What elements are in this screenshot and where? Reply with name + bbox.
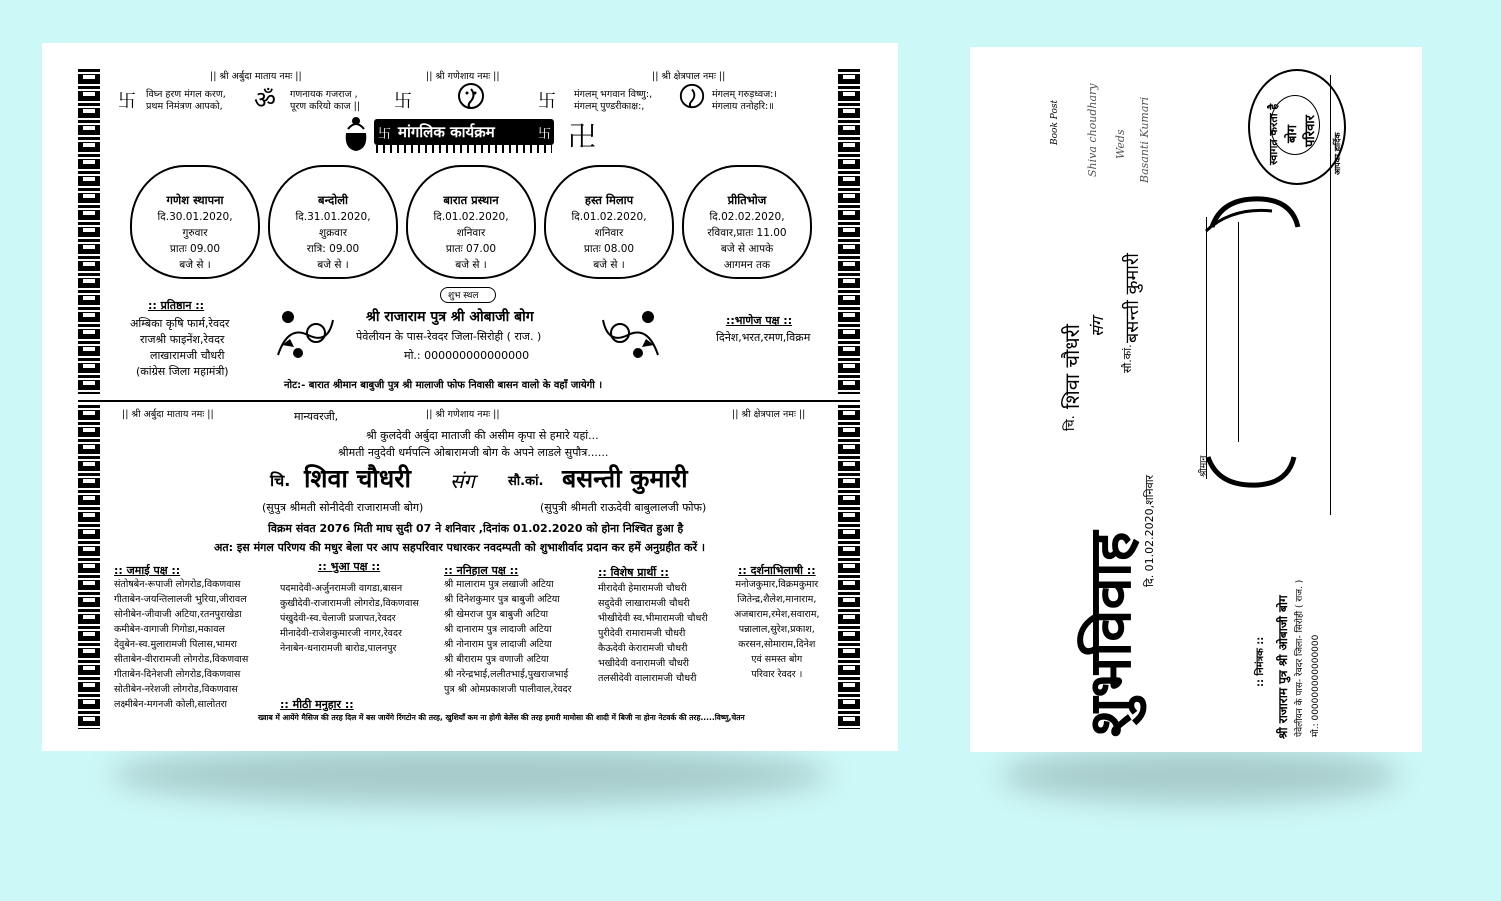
eng-bride: Basanti Kumari	[1138, 96, 1151, 183]
mithi-head: :: मीठी मनुहार ::	[280, 698, 354, 711]
banner-fringe	[376, 145, 552, 153]
envelope	[970, 47, 1422, 752]
jamai-item: सोतीबेन-नरेशजी लोगरोड,विकणवास	[114, 684, 238, 695]
pratishthan-line-4: (कांग्रेस जिला महामंत्री)	[136, 365, 229, 378]
nanihal-item: श्री नोनाराम पुत्र लादाजी अटिया	[444, 639, 552, 650]
nanihal-item: श्री मालाराम पुत्र लखाजी अटिया	[444, 579, 554, 590]
darshan-item: एवं समस्त बोग	[751, 654, 803, 665]
env-groom: शिवा चौधरी	[1060, 324, 1084, 409]
darshan-item: पन्नालाल,सुरेश,प्रकाश,	[738, 624, 815, 635]
bride-prefix: सौ.कां.	[508, 474, 544, 489]
venue-name: श्री राजाराम पुत्र श्री ओबाजी बोग	[366, 309, 534, 325]
event-card	[682, 165, 812, 279]
shriman-label: श्रीमान	[1199, 455, 1209, 477]
note: नोट:- बारात श्रीमान बाबुजी पुत्र श्री मालाजी फोफ निवासी बासन वालो के वहाँ जायेगी ।	[284, 380, 603, 391]
invocation-arbuda-2: || श्री अर्बुदा माताय नमः ||	[122, 409, 214, 420]
nanihal-item: पुत्र श्री ओमप्रकाशजी पालीवाल,रेवदर	[444, 684, 572, 695]
event-line: रात्रि: 09.00	[306, 243, 360, 255]
nanihal-head: :: ननिहाल पक्ष ::	[444, 564, 519, 577]
swastik-icon: 卐	[118, 91, 136, 112]
banner-title: मांगलिक कार्यक्रम	[398, 123, 495, 141]
bhua-item: पदमादेवी-अर्जुनरामजी वागडा,बासन	[280, 583, 403, 594]
nanihal-list	[444, 577, 571, 697]
event-title: हस्त मिलाप	[584, 193, 634, 207]
sender-head: :: निमंत्रक ::	[1255, 636, 1266, 687]
env-bride: बसन्ती कुमारी	[1122, 253, 1143, 343]
floral-ornament-left-icon	[268, 305, 338, 363]
nanihal-item: श्री दिनेशकुमार पुत्र बाबुजी अटिया	[444, 594, 560, 605]
event-line: रविवार,प्रातः 11.00	[707, 227, 787, 239]
swastik-ornament-icon: 卍	[568, 120, 597, 153]
bhua-item: पंखुदेवी-स्व.चेलाजी प्रजापत,रेवदर	[280, 613, 396, 624]
invitation-card	[42, 43, 898, 751]
verse-right-b-1: मंगलम् गरुड़ध्वज:।	[712, 89, 777, 100]
darshan-list	[734, 577, 820, 682]
sender-phone: मो.: 000000000000000	[1311, 634, 1321, 737]
invocation-arbuda: || श्री अर्बुदा माताय नमः ||	[210, 71, 302, 82]
seal-top-text: स्वागत करता है	[1267, 103, 1280, 165]
jamai-item: संतोषबेन-रूपाजी लोगरोड,विकणवास	[114, 579, 241, 590]
nanihal-item: श्री दानाराम पुत्र लादाजी अटिया	[444, 624, 552, 635]
groom-parents: (सुपुत्र श्रीमती सोनीदेवी राजारामजी बोग)	[262, 501, 424, 514]
darshan-item: अजबाराम,रमेश,सवाराम,	[734, 609, 820, 620]
left-border-top	[78, 69, 100, 394]
swirl-top-icon	[1202, 187, 1302, 237]
right-border-bottom	[838, 405, 860, 729]
sender-address: पेवेलीयन के पास- रेवदर जिला- सिरोही ( राज. )	[1295, 579, 1305, 737]
eng-groom: Shiva choudhary	[1086, 83, 1099, 177]
jamai-item: सीताबेन-वीरारामजी लोगरोड,विकणवास	[114, 654, 249, 665]
env-groom-prefix: चि.	[1063, 415, 1078, 431]
right-border-top	[838, 69, 860, 394]
invocation-kshetrapal: || श्री क्षेत्रपाल नमः ||	[652, 71, 726, 82]
divider-line	[78, 400, 860, 402]
eng-weds: Weds	[1114, 129, 1127, 159]
bride-name: बसन्ती कुमारी	[562, 464, 688, 493]
event-line: दि.01.02.2020,	[571, 211, 647, 223]
ganesh-icon-2	[678, 81, 706, 111]
invocation-kshetrapal-2: || श्री क्षेत्रपाल नमः ||	[732, 409, 806, 420]
event-line: दि.01.02.2020,	[433, 211, 509, 223]
event-line: बजे से ।	[179, 259, 211, 271]
bhanej-names: दिनेश,भरत,रमण,विक्रम	[716, 331, 811, 344]
vishesh-list	[598, 581, 708, 686]
intro-line-1: श्री कुलदेवी अर्बुदा माताजी की असीम कृपा से हमारे यहां...	[366, 429, 599, 442]
bhua-list	[280, 581, 419, 656]
event-line: गुरुवार	[182, 227, 208, 239]
event-line: बजे से ।	[455, 259, 487, 271]
nanihal-item: श्री खेमराज पुत्र बाबुजी अटिया	[444, 609, 549, 620]
darshan-item: करसन,सोमाराम,दिनेश	[738, 639, 816, 650]
banner-swastik-right: 卐	[538, 127, 552, 142]
date-line: विक्रम संवत 2076 मिती माघ सुदी 07 ने शनिवार ,दिनांक 01.02.2020 को होना निश्चित हुआ है	[268, 522, 684, 535]
event-line: दि.30.01.2020,	[157, 211, 233, 223]
pratishthan-line-3: लाखारामजी चौधरी	[150, 349, 225, 362]
event-line: शनिवार	[594, 227, 624, 239]
jamai-item: लक्ष्मीबेन-मगनजी कोली,सालोतरा	[114, 699, 227, 710]
pratishthan-head: :: प्रतिष्ठान ::	[148, 299, 205, 312]
invocation-ganesh-2: || श्री गणेशाय नमः ||	[426, 409, 500, 420]
bhua-head: :: भुआ पक्ष ::	[318, 560, 381, 573]
groom-name: शिवा चौधरी	[304, 464, 411, 493]
darshan-head: :: दर्शनाभिलाषी ::	[738, 564, 816, 577]
event-card	[406, 165, 536, 279]
event-line: प्रातः 07.00	[445, 243, 497, 255]
om-icon: ॐ	[254, 86, 276, 114]
event-line: बजे से ।	[593, 259, 625, 271]
address-line-1	[1206, 217, 1207, 479]
event-card	[544, 165, 674, 279]
seal-bottom-text: आपका हार्दिक	[1333, 132, 1342, 175]
jamai-item: देवुबेन-स्व.मुलारामजी पिलास,भामरा	[114, 639, 237, 650]
event-title: गणेश स्थापना	[166, 193, 224, 207]
vishesh-item: भखीदेवी वनारामजी चौधरी	[598, 658, 689, 669]
kalash-icon	[340, 113, 372, 153]
event-card	[268, 165, 398, 279]
address-line-2	[1238, 222, 1239, 442]
venue-address: पेवेलीयन के पास-रेवदर जिला-सिरोही ( राज. )	[356, 330, 542, 343]
ganesh-icon	[456, 81, 486, 111]
vishesh-item: पुरीदेवी रामारामजी चौधरी	[598, 628, 686, 639]
event-line: बजे से ।	[317, 259, 349, 271]
jamai-head: :: जमाई पक्ष ::	[114, 564, 181, 577]
jamai-list	[114, 577, 248, 712]
jamai-item: गीताबेन-जयन्तिलालजी भुरिया,जीरावल	[114, 594, 247, 605]
swirl-bottom-icon	[1198, 447, 1298, 497]
verse-mid-1: गणनायक गजराज ,	[290, 89, 358, 100]
bhua-item: मीनादेवी-राजेशकुमारजी नागर,रेवदर	[280, 628, 402, 639]
env-bride-prefix: सौ.कां.	[1121, 344, 1134, 373]
sang-text: संग	[450, 469, 475, 493]
book-post-label: Book Post	[1050, 99, 1060, 145]
verse-right-a-2: मंगलम् पुण्डरीकाक्ष:,	[574, 101, 645, 112]
vishesh-item: भीखीदेवी स्व.भीमारामजी चौधरी	[598, 613, 708, 624]
env-date: दि. 01.02.2020,शनिवार	[1143, 474, 1156, 587]
event-line: शनिवार	[456, 227, 486, 239]
bhanej-head: ::भाणेज पक्ष ::	[726, 314, 793, 327]
groom-prefix: चि.	[270, 471, 291, 490]
vishesh-head: :: विशेष प्रार्थी ::	[598, 566, 669, 579]
venue-label: शुभ स्थल	[448, 291, 479, 301]
event-line: दि.02.02.2020,	[709, 211, 785, 223]
verse-left-1: विघ्न हरण मंगल करण,	[146, 89, 226, 100]
event-card	[130, 165, 260, 279]
seal-center-2: परिवार	[1303, 115, 1318, 147]
jamai-item: सोनीबेन-जीवाजी अटिया,रतनपुराखेडा	[114, 609, 242, 620]
event-title: प्रीतिभोज	[727, 193, 767, 207]
event-line: शुक्रवार	[318, 227, 348, 239]
pratishthan-line-1: अम्बिका कृषि फार्म,रेवदर	[130, 317, 230, 330]
seal-center-1: बोग	[1285, 124, 1300, 143]
envelope-shadow	[1000, 748, 1400, 803]
darshan-item: परिवार रेवदर ।	[751, 669, 803, 680]
event-line: बजे से आपके	[720, 243, 774, 255]
env-sang: संग	[1088, 317, 1107, 337]
darshan-item: जितेन्द्र,शैलेश,मानाराम,	[737, 594, 817, 605]
jamai-item: कमीबेन-वागाजी गिगोडा,मकावल	[114, 624, 225, 635]
intro-line-2: श्रीमती नवुदेवी धर्मपत्नि ओबारामजी बोग के अपने लाडले सुपौत्र......	[338, 446, 609, 459]
floral-ornament-right-icon	[598, 305, 668, 363]
nanihal-item: श्री नरेन्द्रभाई,ललीतभाई,पुखराजभाई	[444, 669, 569, 680]
event-title: बारात प्रस्थान	[443, 193, 499, 207]
card-shadow	[110, 745, 830, 805]
nanihal-item: श्री बीराराम पुत्र वणाजी अटिया	[444, 654, 549, 665]
footer-shayari: ख्वाब में आयेंगे मैसिज की तरह दिल में बस जायेंगे रिंगटोन की तरह, खुशियाँ कम ना होगी बेलेंस की तरह हमारी मामोसा की शादी में बिजी ना होना नेटवर्क की तरह.....विष्णु,चेतन	[258, 713, 745, 722]
invocation-ganesh: || श्री गणेशाय नमः ||	[426, 71, 500, 82]
swastik-icon-3: 卐	[538, 91, 556, 112]
swastik-icon-2: 卐	[394, 91, 412, 112]
verse-mid-2: पूरण करियो काज ||	[290, 101, 361, 112]
verse-left-2: प्रथम निमंत्रण आपको,	[146, 101, 223, 112]
event-line: प्रातः 08.00	[583, 243, 635, 255]
bhua-item: नेनाबेन-धनारामजी बारोड,पालनपुर	[280, 643, 397, 654]
venue-phone: मो.: 000000000000000	[404, 349, 530, 362]
title-art: शुभविवाह	[1076, 531, 1144, 737]
blessing-line: अत: इस मंगल परिणय की मधुर बेला पर आप सहपरिवार पधारकर नवदम्पती को शुभाशीर्वाद प्रदान कर हमें अनुग्रहीत करें ।	[214, 541, 706, 554]
darshan-item: मनोजकुमार,विक्रमकुमार	[735, 579, 819, 590]
sender-name: श्री राजाराम पुत्र श्री ओबाजी बोग	[1276, 595, 1290, 739]
event-line: दि.31.01.2020,	[295, 211, 371, 223]
vishesh-item: तलसीदेवी वालारामजी चौधरी	[598, 673, 697, 684]
vishesh-item: सदुदेवी लाखारामजी चौधरी	[598, 598, 690, 609]
event-title: बन्दोली	[318, 193, 348, 207]
bride-parents: (सुपुत्री श्रीमती राऊदेवी बाबुलालजी फोफ)	[540, 501, 707, 514]
verse-right-a-1: मंगलम् भगवान विष्णु:,	[574, 89, 653, 100]
jamai-item: गीताबेन-दिनेशजी लोगरोड,विकणवास	[114, 669, 241, 680]
greeting: मान्यवरजी,	[294, 410, 339, 423]
banner-swastik-left: 卐	[378, 127, 392, 142]
left-border-bottom	[78, 405, 100, 729]
pratishthan-line-2: राजश्री फाइनेंश,रेवदर	[140, 333, 225, 346]
vishesh-item: मीरादेवी हेमारामजी चौधरी	[598, 583, 687, 594]
event-line: प्रातः 09.00	[169, 243, 221, 255]
event-line: आगमन तक	[723, 259, 771, 271]
bhua-item: कुखीदेवी-राजारामजी लोगरोड,विकणवास	[280, 598, 419, 609]
verse-right-b-2: मंगलाय तनोहरि:॥	[712, 101, 774, 112]
vishesh-item: कैऊदेवी केरारामजी चौधरी	[598, 643, 688, 654]
